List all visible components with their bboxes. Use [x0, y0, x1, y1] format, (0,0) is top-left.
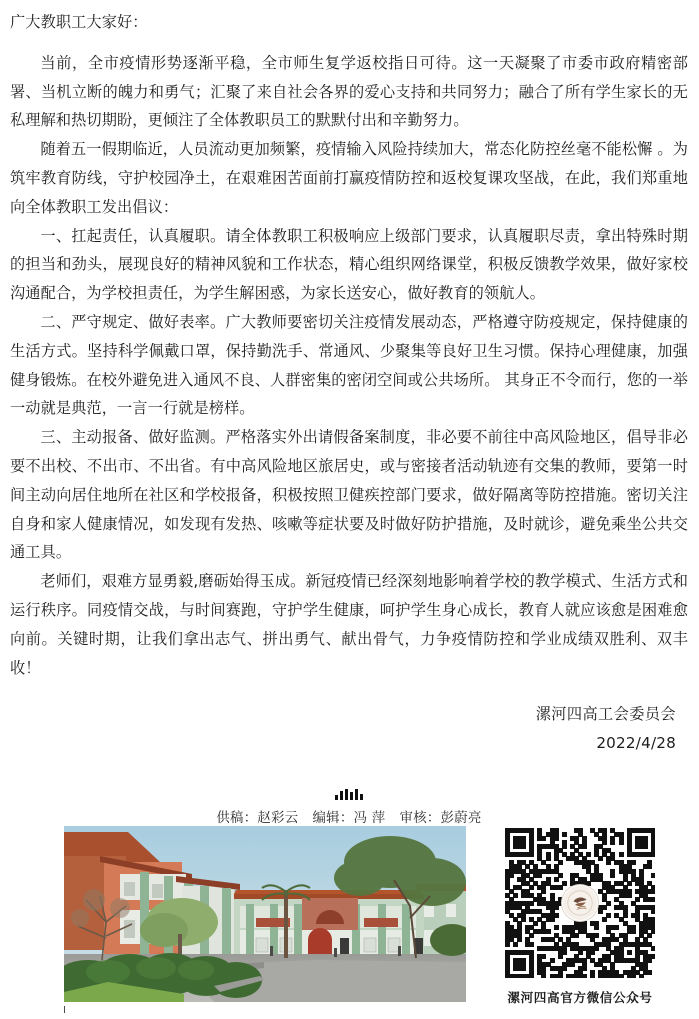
- campus-photo-illustration: [64, 826, 466, 1002]
- reviewer-label: 审核：: [399, 810, 441, 826]
- salutation: 广大教职工大家好：: [10, 13, 148, 31]
- qr-block: [480, 828, 680, 1006]
- paragraph-5: 三、主动报备、做好监测。严格落实外出请假备案制度，非必要不前往中高风险地区，倡导非必要不出校、不出市、不出省。有中高风险地区旅居史，或与密接者活动轨迹有交集的教师，要第一时间主动向居住地所在社区和学校报备，积极按照卫健疾控部门要求，做好隔离等防控措施。密切关注自身和家人健康情况，如发现有发热、咳嗽等症状要及时做好防护措施，及时就诊，避免乘坐公共交通工具。: [10, 428, 688, 562]
- signature-date: 2022/4/28: [596, 734, 676, 753]
- school-emblem-icon: [562, 885, 598, 921]
- paragraph-6: 老师们，艰难方显勇毅,磨砺始得玉成。新冠疫情已经深刻地影响着学校的教学模式、生活方式和运行秩序。同疫情交战，与时间赛跑，守护学生健康，呵护学生身心成长，教育人就应该愈是困难愈向前。关键时期，让我们拿出志气、拼出勇气、献出骨气，力争疫情防控和学业成绩双胜利、双丰收！: [10, 572, 688, 677]
- equalizer-bar-2: [340, 791, 343, 800]
- equalizer-bar-3: [345, 789, 348, 800]
- equalizer-bar-4: [350, 792, 353, 800]
- paragraph-4: 二、严守规定、做好表率。广大教师要密切关注疫情发展动态，严格遵守防疫规定，保持健康的生活方式。坚持科学佩戴口罩，保持勤洗手、常通风、少聚集等良好卫生习惯。保持心理健康，加强健身锻炼。在校外避免进入通风不良、人群密集的密闭空间或公共场所。 其身正不令而行，您的一举一动就是典范，一言一行就是榜样。: [10, 312, 688, 418]
- contributor-name: 赵彩云: [257, 810, 299, 826]
- photo-corner-tick: [64, 1006, 65, 1013]
- qr-code-icon[interactable]: [505, 828, 655, 978]
- media-row: [0, 820, 699, 1019]
- paragraph-2: 随着五一假期临近，人员流动更加频繁，疫情输入风险持续加大，常态化防控丝毫不能松懈 。为筑牢教育防线，守护校园净土，在艰难困苦面前打赢疫情防控和返校复课攻坚战，在此，我们郑重地向全体教职工发出倡议：: [10, 140, 688, 216]
- qr-caption: 漯河四高官方微信公众号: [507, 990, 653, 1005]
- contributor-label: 供稿：: [216, 810, 258, 826]
- paragraph-1: 当前，全市疫情形势逐渐平稳，全市师生复学返校指日可待。这一天凝聚了市委市政府精密部署、当机立断的魄力和勇气；汇聚了来自社会各界的爱心支持和共同努力；融合了所有学生家长的无私理解和热切期盼，更倾注了全体教职员工的默默付出和辛勤努力。: [10, 53, 688, 130]
- editor-label: 编辑：: [312, 810, 354, 826]
- school-emblem-glyph: [567, 890, 593, 916]
- paragraph-3: 一、扛起责任，认真履职。请全体教职工积极响应上级部门要求，认真履职尽责，拿出特殊时期的担当和劲头，展现良好的精神风貌和工作状态，精心组织网络课堂，积极反馈教学效果，做好家校沟通配合，为学校担责任，为学生解困惑，为家长送安心，做好教育的领航人。: [10, 226, 688, 303]
- equalizer-bar-1: [335, 795, 338, 800]
- equalizer-bar-6: [360, 794, 363, 800]
- campus-photo: [64, 826, 466, 1002]
- reviewer-name: 彭蔚亮: [440, 810, 482, 826]
- editor-name: 冯 萍: [353, 810, 386, 826]
- equalizer-bar-5: [355, 789, 358, 800]
- signature-organization: 漯河四高工会委员会: [535, 705, 676, 724]
- equalizer-bars-icon: [10, 788, 688, 800]
- signature-block: [10, 700, 688, 758]
